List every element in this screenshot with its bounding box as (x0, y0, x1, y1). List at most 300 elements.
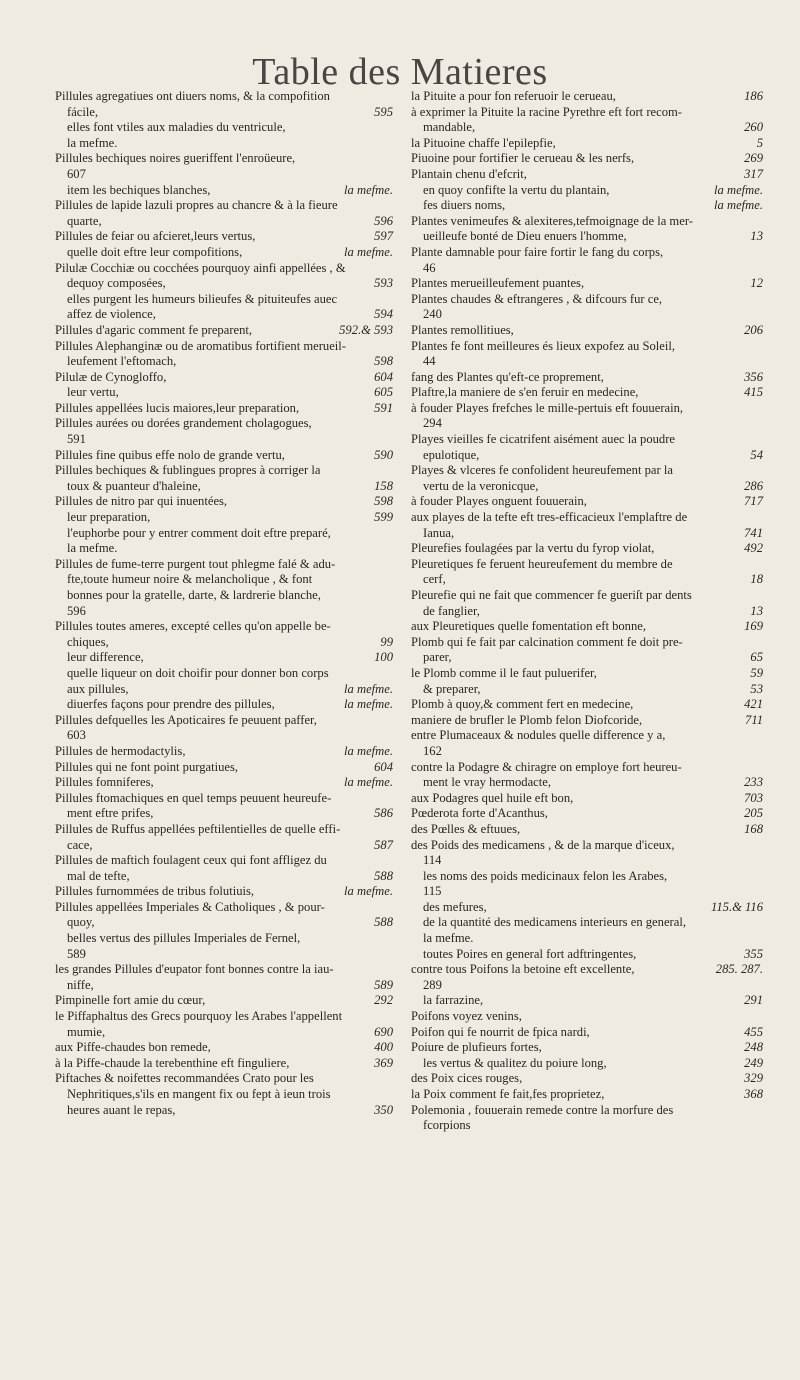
index-entry-page: 355 (744, 946, 763, 961)
index-entry-text: ment le vray hermodacte, (423, 775, 551, 790)
index-entry (411, 869, 763, 885)
index-entry (411, 853, 763, 869)
index-entry (411, 323, 763, 339)
index-entry-text: Pilulæ de Cynogloffo, (55, 369, 167, 384)
index-entry-page: 586 (374, 806, 393, 821)
index-entry-text: leur preparation, (67, 510, 151, 525)
index-entry (411, 401, 763, 417)
index-entry (411, 541, 763, 557)
index-entry-page: 329 (744, 1071, 763, 1086)
index-entry (55, 198, 393, 214)
index-entry (55, 463, 393, 479)
index-entry (55, 822, 393, 838)
index-entry-text: Pillules d'agaric comment fe preparent, (55, 322, 253, 337)
index-entry-page: la mefme. (714, 182, 763, 197)
index-entry-page: 717 (744, 494, 763, 509)
index-entry (55, 978, 393, 994)
index-entry-text: Plantes remollitiues, (411, 322, 514, 337)
index-entry-page: 421 (744, 697, 763, 712)
index-entry (55, 619, 393, 635)
index-entry (411, 900, 763, 916)
index-entry (55, 120, 393, 136)
index-entry-page: 598 (374, 354, 393, 369)
index-entry-text: Playes vieilles fe cicatrifent aisément auec la poudre (411, 432, 676, 447)
index-entry-text: 240 (423, 307, 442, 322)
index-entry-text: ment eftre prifes, (67, 806, 154, 821)
index-entry (411, 494, 763, 510)
index-entry-text: mal de tefte, (67, 868, 130, 883)
index-entry-page: 292 (374, 993, 393, 1008)
index-entry-page: 291 (744, 993, 763, 1008)
index-entry-text: elles purgent les humeurs bilieufes & pituiteufes auec (67, 291, 338, 306)
index-entry (411, 526, 763, 542)
index-entry-page: 115.& 116 (710, 899, 763, 914)
index-entry-text: des Pœlles & eftuues, (411, 821, 521, 836)
index-entry-page: 206 (744, 322, 763, 337)
index-entry (411, 385, 763, 401)
index-entry-text: 115 (423, 884, 442, 899)
index-entry (55, 401, 393, 417)
index-entry-text: Nephritiques,s'ils en mangent fix ou fept à ieun trois (67, 1087, 331, 1101)
index-entry-text: Plante damnable pour faire fortir le fang du corps, (411, 244, 664, 259)
index-entry (411, 650, 763, 666)
index-entry (411, 120, 763, 136)
index-entry-text: belles vertus des pillules Imperiales de Fernel, (67, 931, 301, 946)
index-entry-page: 100 (374, 650, 393, 665)
index-entry-text: Pillules de maftich foulagent ceux qui font affligez du (55, 853, 327, 868)
index-entry-text: la mefme. (423, 931, 474, 946)
index-entry-page: 587 (374, 837, 393, 852)
index-entry (55, 1071, 393, 1087)
index-entry (411, 775, 763, 791)
index-entry-text: contre tous Poifons la betoine eft excellente, (411, 962, 635, 977)
index-entry-text: des Poix cices rouges, (411, 1071, 523, 1086)
index-entry-page: 589 (374, 977, 393, 992)
index-entry-text: Plantes venimeufes & alexiteres,tefmoignage de la mer- (411, 213, 693, 228)
index-entry-text: Playes & vlceres fe confolident heureufement par la (411, 463, 673, 478)
index-entry-text: Pleuretiques fe feruent heureufement du membre de (411, 556, 673, 571)
index-entry-page: la mefme. (344, 697, 393, 712)
index-entry-text: la mefme. (67, 541, 118, 556)
index-entry-page: 591 (374, 400, 393, 415)
index-entry-text: Plantes chaudes & eftrangeres , & difcours fur ce, (411, 291, 663, 306)
index-entry-text: aux pillules, (67, 681, 129, 696)
index-entry-page: la mefme. (344, 182, 393, 197)
index-entry (55, 494, 393, 510)
index-entry (411, 105, 763, 121)
index-entry (55, 1103, 393, 1119)
index-entry (55, 370, 393, 386)
index-entry-text: niffe, (67, 977, 94, 992)
index-entry-page: 205 (744, 806, 763, 821)
index-entry-text: ueilleufe bonté de Dieu enuers l'homme, (423, 229, 627, 244)
index-entry (55, 962, 393, 978)
index-entry-page: 12 (750, 276, 763, 291)
index-entry (411, 635, 763, 651)
index-entry (55, 385, 393, 401)
index-entry-text: aux Podagres quel huile eft bon, (411, 790, 574, 805)
index-entry (411, 354, 763, 370)
index-entry-text: quoy, (67, 915, 95, 930)
index-entry (55, 1087, 393, 1103)
index-entry-page: 53 (750, 681, 763, 696)
index-entry-text: parer, (423, 650, 452, 665)
index-entry (55, 292, 393, 308)
index-entry-text: cerf, (423, 572, 446, 587)
index-entry (55, 151, 393, 167)
index-entry-text: à fouder Playes frefches le mille-pertuis eft fouuerain, (411, 400, 684, 415)
index-entry-text: 596 (67, 603, 86, 618)
index-entry-text: quelle doit eftre leur compofitions, (67, 244, 243, 259)
index-entry (411, 557, 763, 573)
index-entry-text: Plaftre,la maniere de s'en feruir en medecine, (411, 385, 639, 400)
index-entry-text: leufement l'eftomach, (67, 354, 177, 369)
index-entry (55, 526, 393, 542)
index-entry (411, 292, 763, 308)
index-entry (411, 416, 763, 432)
index-entry (55, 791, 393, 807)
index-entry-text: Pleurefie qui ne fait que commencer fe gueriſt par dents (411, 588, 692, 602)
index-entry-page: 604 (374, 369, 393, 384)
index-entry (411, 744, 763, 760)
index-entry (411, 510, 763, 526)
index-entry (411, 884, 763, 900)
index-entry (411, 136, 763, 152)
index-entry-page: 169 (744, 619, 763, 634)
index-entry-text: Pleurefies foulagées par la vertu du fyrop violat, (411, 541, 655, 556)
index-entry-text: le Plomb comme il le faut puluerifer, (411, 665, 597, 680)
index-entry (411, 1087, 763, 1103)
index-entry-text: Pimpinelle fort amie du cœur, (55, 993, 206, 1008)
index-entry-page: la mefme. (344, 244, 393, 259)
index-entry (55, 993, 393, 1009)
index-entry (55, 697, 393, 713)
index-entry-page: 99 (380, 634, 393, 649)
index-entry-text: Pillules de Ruffus appellées peftilentielles de quelle effi- (55, 821, 341, 836)
index-entry (411, 1040, 763, 1056)
index-entry-page: 703 (744, 790, 763, 805)
index-entry-text: Pillules de nitro par qui inuentées, (55, 494, 228, 509)
index-entry-text: quarte, (67, 213, 102, 228)
index-entry-text: 44 (423, 354, 436, 369)
index-entry-text: dequoy composées, (67, 276, 166, 291)
index-entry-text: les grandes Pillules d'eupator font bonnes contre la iau- (55, 962, 334, 977)
index-entry (411, 167, 763, 183)
index-entry-text: toux & puanteur d'haleine, (67, 478, 201, 493)
index-entry-text: Piuoine pour fortifier le cerueau & les nerfs, (411, 151, 635, 166)
index-entry-text: fcorpions (423, 1118, 471, 1133)
index-entry (55, 775, 393, 791)
index-entry-page: 597 (374, 229, 393, 244)
index-entry (55, 89, 393, 105)
index-entry (55, 572, 393, 588)
index-entry-text: aux Piffe-chaudes bon remede, (55, 1040, 211, 1055)
index-column-left (55, 89, 393, 1118)
index-entry-page: 588 (374, 915, 393, 930)
index-entry (55, 650, 393, 666)
index-entry (55, 838, 393, 854)
index-entry (411, 432, 763, 448)
index-entry-text: Pilulæ Cocchiæ ou cocchées pourquoy ainfi appellées , & (55, 260, 346, 275)
index-entry-text: Pillules bechiques & fublingues propres à corriger la (55, 463, 321, 478)
index-entry-text: Poifon qui fe nourrit de fpica nardi, (411, 1024, 590, 1039)
index-entry-page: 186 (744, 89, 763, 103)
index-entry-text: contre la Podagre & chiragre on employe fort heureu- (411, 759, 682, 774)
index-entry-page: 604 (374, 759, 393, 774)
index-entry-page: 711 (745, 712, 763, 727)
index-entry-page: 598 (374, 494, 393, 509)
index-entry-page: la mefme. (344, 743, 393, 758)
index-entry-text: 589 (67, 946, 86, 961)
index-entry (55, 510, 393, 526)
index-entry-text: Plomb à quoy,& comment fert en medecine, (411, 697, 634, 712)
index-entry (55, 853, 393, 869)
index-column-right (411, 89, 763, 1134)
index-entry-text: 162 (423, 743, 442, 758)
index-entry-text: cace, (67, 837, 93, 852)
index-entry-text: heures auant le repas, (67, 1102, 176, 1117)
index-entry (55, 1025, 393, 1041)
index-entry (411, 214, 763, 230)
index-entry (411, 822, 763, 838)
index-entry-page: 285. 287. (715, 962, 763, 977)
index-entry-text: leur difference, (67, 650, 144, 665)
index-entry (55, 900, 393, 916)
index-entry-text: diuerfes façons pour prendre des pillules, (67, 697, 275, 712)
index-entry-text: affez de violence, (67, 307, 156, 322)
index-entry (55, 1040, 393, 1056)
index-entry (411, 1071, 763, 1087)
index-entry-text: fte,toute humeur noire & melancholique , & font (67, 572, 313, 587)
index-entry (411, 588, 763, 604)
index-entry-text: Pillules agregatiues ont diuers noms, & la compofition (55, 89, 330, 103)
index-entry (55, 541, 393, 557)
index-entry-text: Pillules aurées ou dorées grandement cholagogues, (55, 416, 312, 431)
index-entry-text: epulotique, (423, 447, 480, 462)
index-entry-page: 599 (374, 510, 393, 525)
index-entry-page: 415 (744, 385, 763, 400)
index-entry-text: Poifons voyez venins, (411, 1009, 522, 1024)
index-entry (55, 728, 393, 744)
index-entry-text: 114 (423, 853, 442, 868)
index-entry (55, 339, 393, 355)
index-entry-text: la Poix comment fe fait,fes proprietez, (411, 1087, 605, 1101)
index-entry-page: 455 (744, 1024, 763, 1039)
index-entry-text: Pillules defquelles les Apoticaires fe peuuent paffer, (55, 712, 317, 727)
index-entry (55, 167, 393, 183)
index-entry (55, 760, 393, 776)
index-entry-text: la farrazine, (423, 993, 484, 1008)
index-entry (411, 89, 763, 105)
index-entry-text: fes diuers noms, (423, 198, 506, 213)
index-entry-text: Pillules de feiar ou afcieret,leurs vertus, (55, 229, 256, 244)
index-entry-page: 168 (744, 821, 763, 836)
index-entry-page: 158 (374, 478, 393, 493)
index-entry-page: 350 (374, 1102, 393, 1117)
index-entry-page: 317 (744, 166, 763, 181)
index-entry (55, 682, 393, 698)
index-entry-text: Pillules appellées lucis maiores,leur preparation, (55, 400, 300, 415)
index-entry-text: les noms des poids medicinaux felon les Arabes, (423, 868, 668, 883)
index-entry (411, 339, 763, 355)
index-entry (55, 947, 393, 963)
index-entry-text: leur vertu, (67, 385, 119, 400)
index-entry (411, 276, 763, 292)
index-entry (55, 183, 393, 199)
index-entry-page: 233 (744, 775, 763, 790)
index-entry-text: Pillules de hermodactylis, (55, 743, 186, 758)
index-entry (55, 432, 393, 448)
index-entry (411, 1118, 763, 1134)
index-entry (411, 198, 763, 214)
index-entry (411, 572, 763, 588)
index-entry-text: Pœderota forte d'Acanthus, (411, 806, 548, 821)
index-entry (411, 245, 763, 261)
index-entry-text: 294 (423, 416, 442, 431)
index-entry-text: l'euphorbe pour y entrer comment doit eftre preparé, (67, 525, 331, 540)
index-entry-text: de fanglier, (423, 603, 480, 618)
index-entry-text: de la quantité des medicamens interieurs en general, (423, 915, 686, 930)
index-entry (55, 806, 393, 822)
index-entry-text: des Poids des medicamens , & de la marque d'iceux, (411, 837, 675, 852)
index-entry-text: toutes Poires en general fort adftringentes, (423, 946, 637, 961)
index-entry (55, 604, 393, 620)
index-entry (411, 838, 763, 854)
index-entry (55, 588, 393, 604)
index-entry-text: elles font vtiles aux maladies du ventricule, (67, 120, 286, 135)
index-entry-text: Piftaches & noifettes recommandées Crato pour les (55, 1071, 314, 1086)
index-entry (55, 229, 393, 245)
index-entry (411, 1025, 763, 1041)
index-entry-text: mandable, (423, 120, 476, 135)
index-entry (55, 245, 393, 261)
index-entry (55, 915, 393, 931)
index-entry-text: 289 (423, 977, 442, 992)
index-entry-page: 741 (744, 525, 763, 540)
index-entry (55, 448, 393, 464)
index-entry-page: 249 (744, 1055, 763, 1070)
index-entry (411, 604, 763, 620)
index-entry (411, 151, 763, 167)
index-entry-page: 54 (750, 447, 763, 462)
index-entry (411, 791, 763, 807)
index-entry-text: aux playes de la tefte eft tres-efficacieux l'emplaftre de (411, 510, 688, 525)
index-entry-text: 603 (67, 728, 86, 743)
index-entry-text: Pillules qui ne font point purgatiues, (55, 759, 239, 774)
index-entry-page: 588 (374, 868, 393, 883)
index-entry (55, 713, 393, 729)
index-entry-text: bonnes pour la gratelle, darte, & lardrerie blanche, (67, 588, 321, 602)
index-entry-page: 248 (744, 1040, 763, 1055)
index-entry-text: le Piffaphaltus des Grecs pourquoy les Arabes l'appellent (55, 1009, 343, 1024)
index-entry-page: 595 (374, 104, 393, 119)
index-entry-page: 356 (744, 369, 763, 384)
index-entry (411, 463, 763, 479)
index-entry-text: mumie, (67, 1024, 106, 1039)
index-entry (55, 1056, 393, 1072)
index-entry (55, 276, 393, 292)
index-entry-text: 607 (67, 166, 86, 181)
index-entry-page: 13 (750, 229, 763, 244)
index-entry-text: Plantain chenu d'efcrit, (411, 166, 527, 181)
index-entry (411, 682, 763, 698)
index-entry-text: la mefme. (67, 135, 118, 150)
index-entry-text: les vertus & qualitez du poiure long, (423, 1055, 607, 1070)
index-entry (55, 557, 393, 573)
index-entry (55, 931, 393, 947)
index-entry (411, 666, 763, 682)
index-entry-page: la mefme. (344, 775, 393, 790)
index-entry-text: Plantes fe font meilleures és lieux expofez au Soleil, (411, 338, 676, 353)
index-entry-text: Pillules ftomachiques en quel temps peuuent heureufe- (55, 790, 332, 805)
index-entry-text: entre Plumaceaux & nodules quelle difference y a, (411, 728, 666, 743)
index-entry (55, 1009, 393, 1025)
index-entry-page: la mefme. (714, 198, 763, 213)
index-entry (55, 479, 393, 495)
index-entry (411, 1103, 763, 1119)
index-entry-text: Pillules furnommées de tribus folutiuis, (55, 884, 255, 899)
index-entry (55, 744, 393, 760)
index-entry (55, 323, 393, 339)
index-entry-page: 269 (744, 151, 763, 166)
index-entry-page: 400 (374, 1040, 393, 1055)
index-entry (411, 479, 763, 495)
index-entry-page: 605 (374, 385, 393, 400)
index-entry-page: 592.& 593 (339, 322, 393, 337)
index-entry-text: fang des Plantes qu'eft-ce proprement, (411, 369, 604, 384)
index-entry (55, 136, 393, 152)
index-entry (411, 307, 763, 323)
index-entry-page: 593 (374, 276, 393, 291)
index-entry (411, 915, 763, 931)
index-entry (411, 1056, 763, 1072)
index-entry-text: en quoy confifte la vertu du plantain, (423, 182, 610, 197)
index-entry-page: 65 (750, 650, 763, 665)
index-entry-text: Poiure de plufieurs fortes, (411, 1040, 542, 1055)
index-entry-text: vertu de la veronicque, (423, 478, 539, 493)
index-entry-page: 368 (744, 1087, 763, 1101)
index-entry (55, 105, 393, 121)
index-entry (411, 713, 763, 729)
index-entry (411, 261, 763, 277)
index-entry-text: à la Piffe-chaude la terebenthine eft finguliere, (55, 1055, 290, 1070)
page-title: Table des Matieres (252, 51, 548, 93)
index-entry (411, 619, 763, 635)
index-entry (411, 370, 763, 386)
index-entry (411, 947, 763, 963)
index-entry-page: la mefme. (344, 884, 393, 899)
index-entry-page: 369 (374, 1055, 393, 1070)
index-entry-text: Pillules fomniferes, (55, 775, 154, 790)
index-entry-text: Plantes merueilleufement puantes, (411, 276, 585, 291)
index-entry (55, 354, 393, 370)
index-entry-text: aux Pleuretiques quelle fomentation eft bonne, (411, 619, 647, 634)
index-entry-text: Ianua, (423, 525, 455, 540)
index-entry (55, 261, 393, 277)
index-entry-text: à exprimer la Pituite la racine Pyrethre eft fort recom- (411, 104, 682, 119)
index-entry-page: 5 (756, 135, 763, 150)
index-entry-text: fácile, (67, 104, 99, 119)
index-entry-page: 590 (374, 447, 393, 462)
index-entry-page: 260 (744, 120, 763, 135)
index-entry (411, 229, 763, 245)
index-entry-text: & preparer, (423, 681, 481, 696)
index-entry-text: des mefures, (423, 899, 487, 914)
index-entry-text: la Pituite a pour fon referuoir le cerueau, (411, 89, 616, 103)
index-entry-text: chiques, (67, 634, 109, 649)
index-entry-page: 594 (374, 307, 393, 322)
index-entry-text: Pillules de fume-terre purgent tout phlegme falé & adu- (55, 556, 336, 571)
